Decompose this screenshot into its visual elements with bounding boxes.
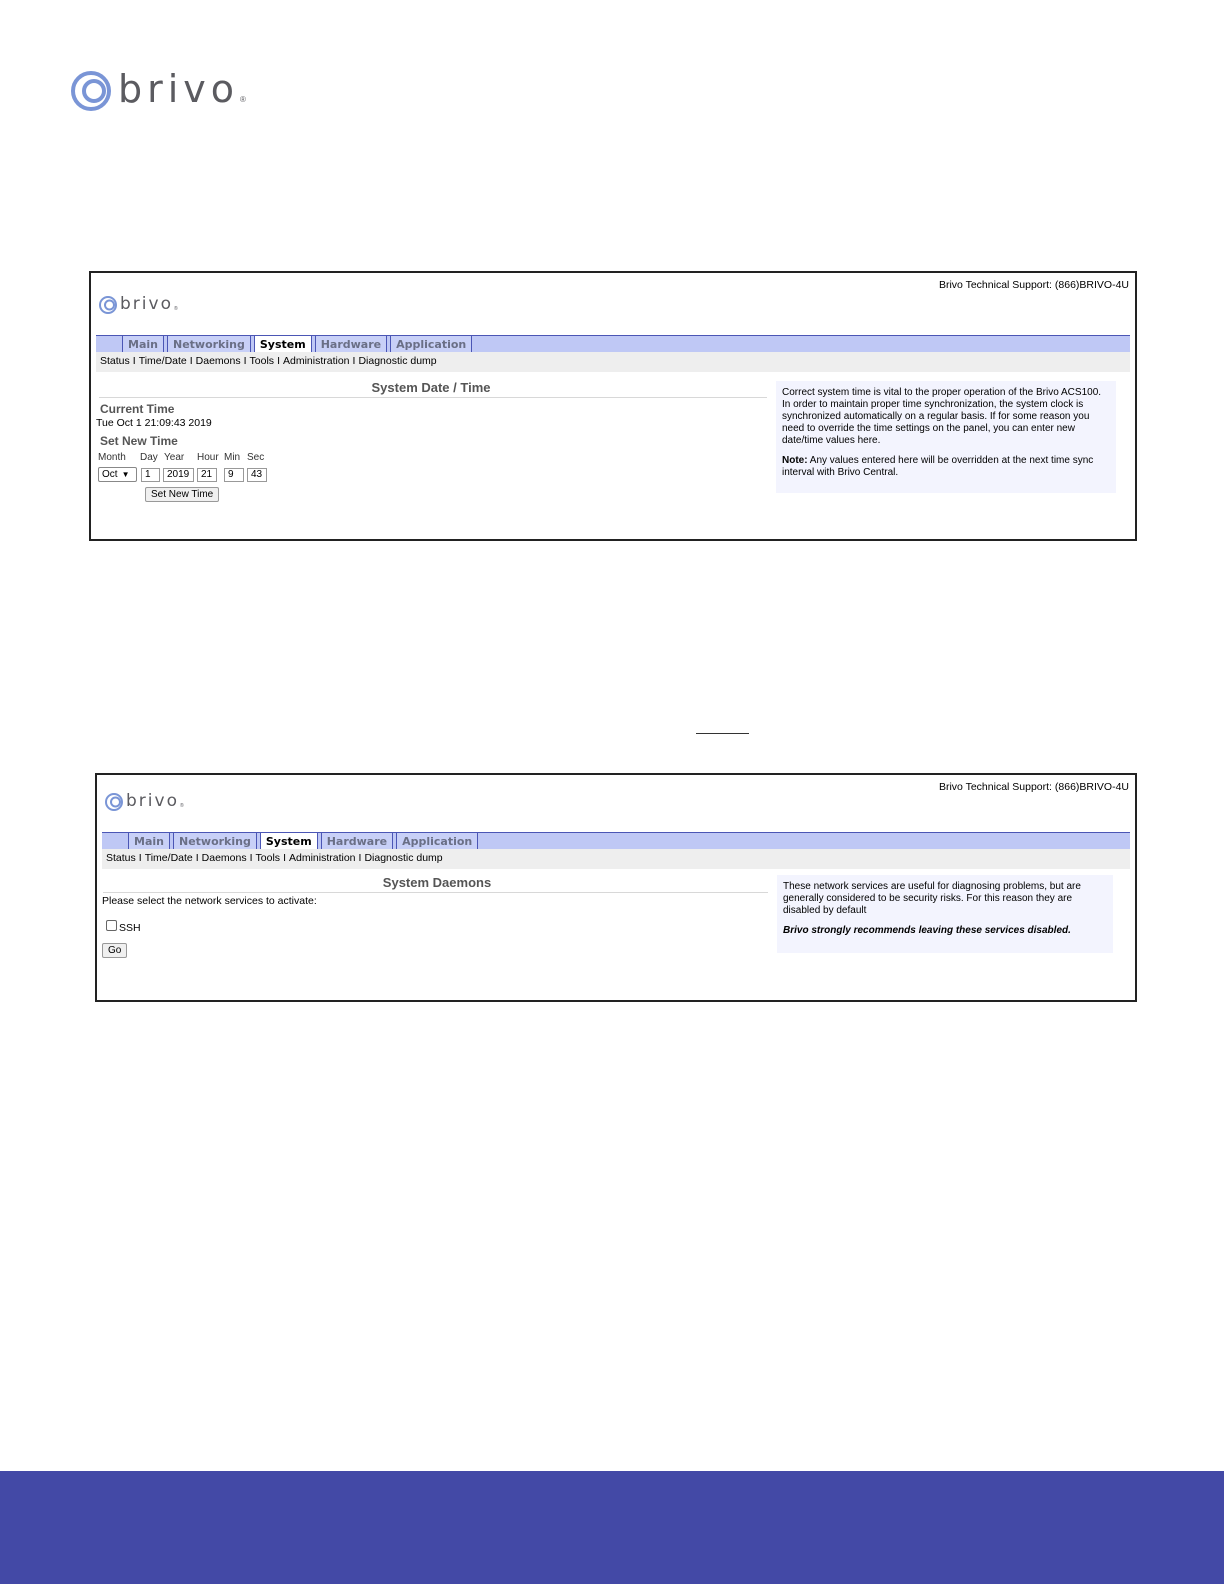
page-title: System Date / Time: [371, 380, 491, 395]
tab-hardware[interactable]: Hardware: [321, 832, 393, 850]
info-text: Correct system time is vital to the proper operation of the Brivo ACS100. In order to maintain proper time synchronization, the system clock is synchronized automatically on a regular basis. If for some reason you need to override the time settings on the panel, you can enter new date/time values here.: [782, 387, 1102, 446]
ssh-checkbox[interactable]: [106, 920, 117, 931]
panel-wordmark: brivo: [120, 294, 173, 314]
info-note: [782, 455, 1110, 479]
subnav-time-date[interactable]: Time/Date: [138, 355, 187, 367]
subnav-tools[interactable]: Tools: [249, 355, 275, 367]
label-sec: Sec: [247, 452, 265, 463]
screenshot-system-daemons: [95, 773, 1137, 1002]
tab-application[interactable]: Application: [396, 832, 478, 850]
tab-list: [128, 832, 478, 850]
subnav-administration[interactable]: Administration: [288, 852, 356, 864]
current-time-heading: Current Time: [100, 402, 175, 416]
sub-navigation: Status I Time/Date I Daemons I Tools I Administration I Diagnostic dump: [102, 849, 1130, 869]
title-divider: [99, 397, 767, 398]
chevron-down-icon: ▼: [121, 470, 130, 479]
day-input[interactable]: 1: [141, 468, 160, 482]
tab-list: [122, 335, 472, 353]
registered-mark: ®: [173, 306, 178, 312]
tab-networking[interactable]: Networking: [173, 832, 257, 850]
subnav-diagnostic-dump[interactable]: Diagnostic dump: [364, 852, 443, 864]
support-contact: Brivo Technical Support: (866)BRIVO-4U: [938, 781, 1129, 793]
registered-mark: ®: [179, 803, 184, 809]
brivo-logo: [70, 67, 246, 112]
year-input[interactable]: 2019: [163, 468, 194, 482]
set-new-time-button[interactable]: Set New Time: [145, 487, 219, 502]
label-day: Day: [140, 452, 158, 463]
go-button[interactable]: Go: [102, 943, 127, 958]
label-min: Min: [224, 452, 241, 463]
panel-wordmark: brivo: [126, 791, 179, 811]
subnav-daemons[interactable]: Daemons: [195, 355, 241, 367]
tab-bar: [102, 832, 1130, 849]
sub-navigation: Status I Time/Date I Daemons I Tools I Administration I Diagnostic dump: [96, 352, 1130, 372]
tab-system[interactable]: System: [260, 832, 318, 850]
tab-bar: [96, 335, 1130, 352]
page-title: System Daemons: [382, 875, 492, 890]
label-hour: Hour: [197, 452, 219, 463]
subnav-tools[interactable]: Tools: [255, 852, 281, 864]
services-prompt: Please select the network services to activate:: [102, 895, 317, 907]
support-contact: Brivo Technical Support: (866)BRIVO-4U: [938, 279, 1129, 291]
tab-hardware[interactable]: Hardware: [315, 335, 387, 353]
month-value: Oct: [102, 469, 118, 480]
set-new-time-heading: Set New Time: [100, 434, 178, 448]
label-month: Month: [98, 452, 126, 463]
info-text: These network services are useful for diagnosing problems, but are generally considered to be security risks. For this reason they are disabled by default: [783, 881, 1081, 916]
brivo-ring-icon: [70, 70, 112, 112]
subnav-status[interactable]: Status: [100, 355, 130, 367]
screenshot-system-date-time: [89, 271, 1137, 541]
hour-input[interactable]: 21: [197, 468, 217, 482]
footer-band: [0, 1471, 1224, 1584]
sec-input[interactable]: 43: [247, 468, 267, 482]
title-divider: [103, 892, 768, 893]
note-text: Any values entered here will be overridden at the next time sync interval with Brivo Central.: [782, 455, 1094, 478]
tab-application[interactable]: Application: [390, 335, 472, 353]
brivo-ring-icon: [98, 295, 118, 315]
panel-logo: [98, 295, 178, 315]
panel-logo: [104, 792, 184, 812]
month-select[interactable]: [98, 467, 137, 482]
tab-system[interactable]: System: [254, 335, 312, 353]
subnav-diagnostic-dump[interactable]: Diagnostic dump: [358, 355, 437, 367]
recommendation-text: Brivo strongly recommends leaving these services disabled.: [783, 925, 1071, 936]
underline-mark: [696, 733, 749, 734]
info-panel: [776, 381, 1116, 493]
tab-networking[interactable]: Networking: [167, 335, 251, 353]
subnav-status[interactable]: Status: [106, 852, 136, 864]
ssh-label: SSH: [119, 922, 141, 934]
current-time-value: Tue Oct 1 21:09:43 2019: [96, 417, 212, 429]
brand-wordmark: brivo: [118, 67, 240, 111]
subnav-daemons[interactable]: Daemons: [201, 852, 247, 864]
info-panel: [777, 875, 1113, 953]
registered-mark: ®: [240, 95, 246, 104]
subnav-administration[interactable]: Administration: [282, 355, 350, 367]
subnav-time-date[interactable]: Time/Date: [144, 852, 193, 864]
brivo-ring-icon: [104, 792, 124, 812]
tab-main[interactable]: Main: [128, 832, 170, 850]
note-label: Note:: [782, 455, 808, 466]
min-input[interactable]: 9: [224, 468, 244, 482]
tab-main[interactable]: Main: [122, 335, 164, 353]
label-year: Year: [164, 452, 185, 463]
